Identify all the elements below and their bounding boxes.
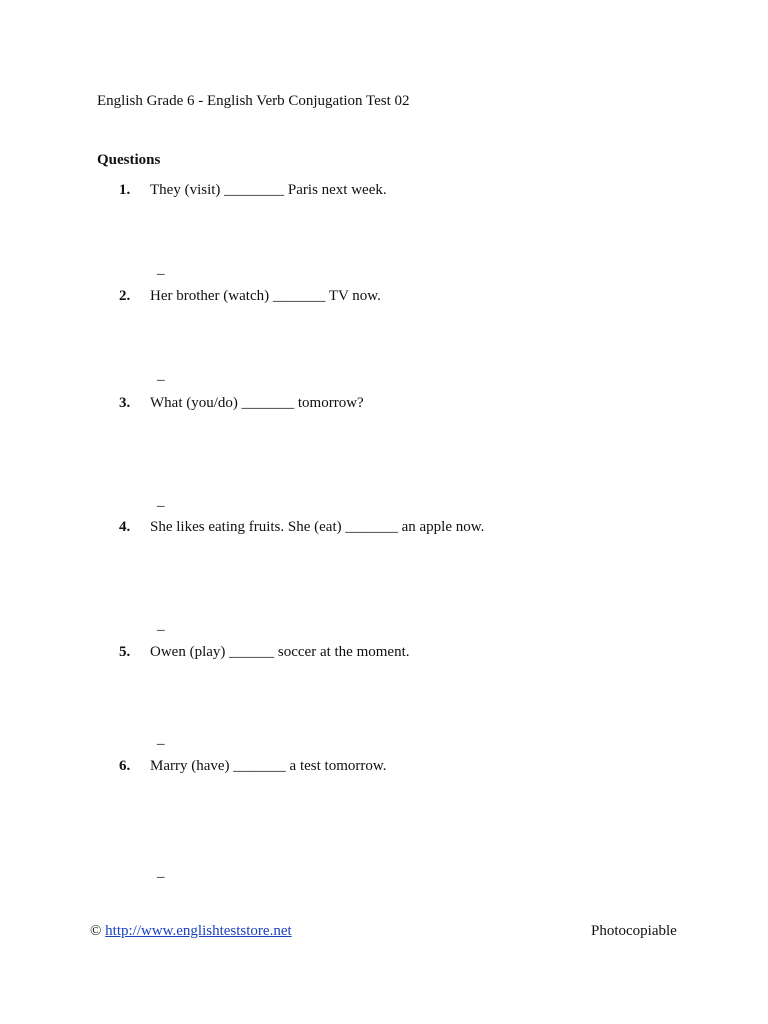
answer-blank: _ [157,493,165,509]
question-number: 5. [119,644,131,660]
question-number: 6. [119,758,131,774]
answer-blank: _ [157,261,165,277]
photocopiable-label: Photocopiable [591,923,677,939]
page-title: English Grade 6 - English Verb Conjugation Test 02 [97,93,410,109]
question-item [0,519,768,539]
question-text: She likes eating fruits. She (eat) _______ an apple now. [150,519,485,535]
question-text: Owen (play) ______ soccer at the moment. [150,644,410,660]
question-item [0,758,768,778]
answer-blank: _ [157,367,165,383]
answer-blank: _ [157,617,165,633]
question-text: What (you/do) _______ tomorrow? [150,395,364,411]
question-number: 1. [119,182,131,198]
website-link[interactable]: http://www.englishteststore.net [105,923,292,939]
question-number: 4. [119,519,131,535]
section-title: Questions [97,152,161,168]
question-number: 2. [119,288,131,304]
copyright-symbol: © [90,923,102,939]
answer-blank: _ [157,864,165,880]
question-item [0,182,768,202]
question-item [0,395,768,415]
question-item [0,644,768,664]
question-text: Her brother (watch) _______ TV now. [150,288,381,304]
question-number: 3. [119,395,131,411]
answer-blank: _ [157,731,165,747]
question-text: They (visit) ________ Paris next week. [150,182,387,198]
footer-copyright [90,923,292,940]
question-text: Marry (have) _______ a test tomorrow. [150,758,387,774]
question-item [0,288,768,308]
